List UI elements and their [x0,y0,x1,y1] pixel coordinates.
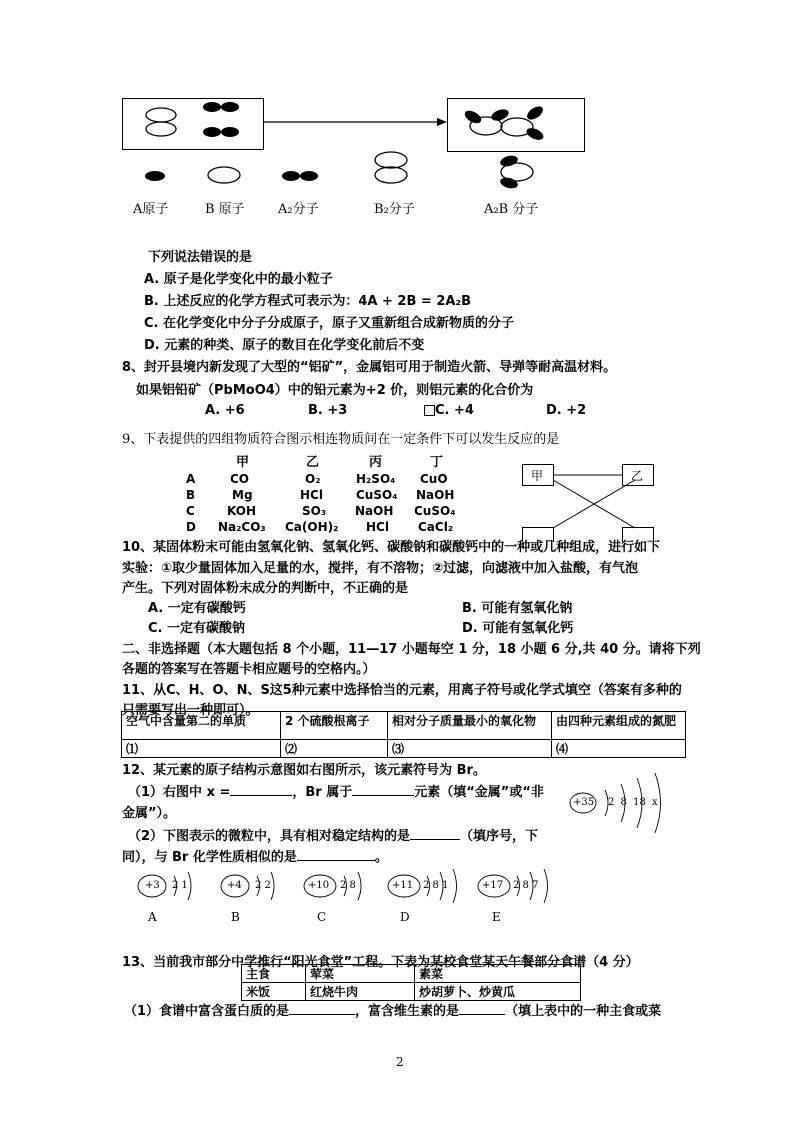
q7-option-d: D. 元素的种类、原子的数目在化学变化前后不变 [144,338,425,353]
q7-option-a: A. 原子是化学变化中的最小粒子 [144,272,333,287]
q9-header-jia: 甲 [236,455,250,470]
q13-menu-table: 主食 荤菜 素菜 米饭 红烧牛肉 炒胡萝卜、炒黄瓜 [241,964,581,1001]
q11-answer-4[interactable]: ⑷ [552,740,686,758]
q11-answer-2[interactable]: ⑵ [281,740,388,758]
blank-x[interactable] [230,795,292,796]
q11-line2: 只需要写出一种即可）。 [122,703,259,718]
q7-option-c: C. 在化学变化中分子分成原子，原子又重新组合成新物质的分子 [144,316,515,331]
q11-header-3: 相对分子质量最小的氧化物 [388,712,552,740]
particle-b-nucleus: +4 [227,880,242,891]
q11-answer-3[interactable]: ⑶ [388,740,552,758]
reaction-diagram [0,0,800,230]
a-atom-icon [145,171,165,181]
blank-metal-type[interactable] [352,795,414,796]
q9-stem: 9、下表提供的四组物质符合图示相连物质间在一定条件下可以发生反应的是 [122,432,560,447]
q11-header-4: 由四种元素组成的氮肥 [552,712,686,740]
q7-option-b: B. 上述反应的化学方程式可表示为：4A + 2B = 2A₂B [144,294,472,309]
q8-option-a: A. +6 [205,403,245,418]
particle-e-label: E [492,910,501,924]
q13-line1: 13、当前我市部分中学推行“阳光食堂”工程。下表为某校食堂某天午餐部分食谱（4 分） [122,955,639,970]
br-shells: 2 8 18 x [608,797,658,808]
particle-c-shells: 2 8 [340,880,356,891]
q10-line2: 实验：①取少量固体加入足量的水，搅拌，有不溶物；②过滤，向滤液中加入盐酸，有气泡 [122,561,639,576]
section2-line1: 二、非选择题（本大题包括 8 个小题，11—17 小题每空 1 分，18 小题 6 分,共 40 分。请将下列 [122,642,701,657]
q12-line1: 12、某元素的原子结构示意图如右图所示，该元素符号为 Br。 [122,763,486,778]
particle-a-nucleus: +3 [145,880,160,891]
checkbox-icon [424,405,435,416]
particle-d-label: D [400,910,410,924]
q12-line5: 同），与 Br 化学性质相似的是 。 [122,850,388,865]
legend-a-atom: A原子 [133,202,169,217]
particle-e-shells: 2 8 7 [513,880,539,891]
section2-line2: 各题的答案写在答题卡相应题号的空格内。） [122,662,376,677]
q7-stem: 下列说法错误的是 [148,250,253,265]
particle-d-shells: 2 8 1 [423,880,449,891]
page-number: 2 [396,1055,404,1069]
q11-answer-1[interactable]: ⑴ [122,740,281,758]
q10-option-b: B. 可能有氢氧化钠 [462,601,573,616]
blank-protein[interactable] [289,1014,355,1015]
q11-answer-table [121,711,686,758]
q13-line2: （1）食谱中富含蛋白质的是 ，富含维生素的是 （填上表中的一种主食或菜 [124,1004,662,1019]
q9-header-bing: 丙 [369,455,383,470]
q10-option-c: C. 一定有碳酸钠 [148,621,246,636]
q11-line1: 11、从C、H、O、N、S这5种元素中选择恰当的元素，用离子符号或化学式填空（答案有多种的 [122,683,682,698]
q8-line1: 8、封开县境内新发现了大型的“铝矿”，金属铝可用于制造火箭、导弹等耐高温材料。 [122,360,617,375]
q12-line3: 金属”）。 [122,806,177,821]
q11-header-1: 空气中含量第二的单质 [122,712,281,740]
particle-b-label: B [231,910,240,924]
q12-line4: （2）下图表示的微粒中，具有相对稳定结构的是 （填序号，下 [128,829,539,844]
a2-molecule-bottom [203,127,221,137]
legend-b-atom: B 原子 [205,202,245,217]
br-nucleus: +35 [573,797,595,808]
particle-c-label: C [317,910,327,924]
q9-header-yi: 乙 [306,455,320,470]
q8-option-b: B. +3 [308,403,348,418]
q12-line2: （1）右图中 x = ，Br 属于 元素（填“金属”或“非 [128,785,544,800]
q10-line1: 10、某固体粉末可能由氢氧化钠、氢氧化钙、碳酸钠和碳酸钙中的一种或几种组成，进行如下 [122,540,661,555]
particle-d-nucleus: +11 [392,880,414,891]
blank-similar[interactable] [297,860,375,861]
b-atom-icon [208,167,240,183]
q11-header-2: 2 个硫酸根离子 [281,712,388,740]
q8-option-c: C. +4 [435,403,474,418]
q10-line3: 产生。下列对固体粉末成分的判断中，不正确的是 [122,581,409,596]
a2-molecule-icon [282,171,300,181]
blank-vitamin[interactable] [459,1014,505,1015]
legend-a2-molecule: A₂分子 [278,202,319,217]
q10-option-a: A. 一定有碳酸钙 [148,601,246,616]
q10-option-d: D. 可能有氢氧化钙 [462,621,574,636]
particle-a-shells: 2 1 [172,880,188,891]
legend-a2b-molecule: A₂B 分子 [484,202,539,217]
legend-b2-molecule: B₂分子 [374,202,415,217]
b2-molecule-icon [375,152,407,168]
particle-c-nucleus: +10 [308,880,330,891]
particle-a-label: A [148,910,157,924]
b2-molecule-top [146,108,176,122]
a2-molecule-top [203,102,221,112]
particle-e-nucleus: +17 [482,880,504,891]
blank-stable[interactable] [410,839,460,840]
particle-b-shells: 2 2 [255,880,271,891]
q9-header-ding: 丁 [430,455,444,470]
q8-line2: 如果铝铅矿（PbMoO4）中的铅元素为+2 价，则铝元素的化合价为 [136,383,534,398]
product-box [447,98,585,152]
q8-option-d: D. +2 [546,403,587,418]
